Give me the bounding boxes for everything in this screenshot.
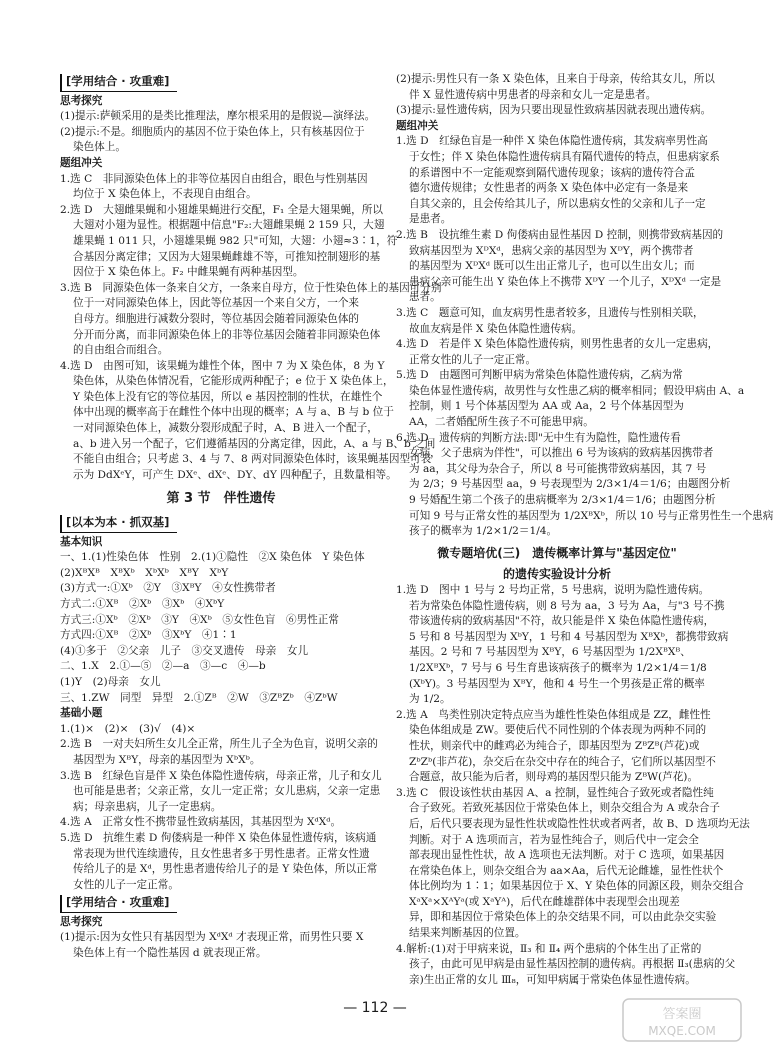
text-line: 4.选 D 若是伴 X 染色体隐性遗传病，则男性患者的女儿一定患病， <box>396 338 719 351</box>
text-line: 女病，父子患病为伴性"，可以推出 6 号为该病的致病基因携带者 <box>409 447 714 460</box>
text-line: 孩子的概率为 1/2×1/2＝1/4。 <box>409 525 558 538</box>
text-line: (3)提示:显性遗传病，因为只要出现显性致病基因就表现出遗传病。 <box>396 104 712 117</box>
text-line: 4.选 D 由图可知，该果蝇为雄性个体，图中 7 为 X 染色体，8 为 Y <box>60 359 385 372</box>
text-line: AA，二者婚配所生孩子不可能患甲病。 <box>409 416 594 429</box>
text-line: 患者。 <box>409 291 441 304</box>
text-line: 常表现为世代连续遗传，且女性患者多于男性患者。正常女性遗 <box>73 847 370 860</box>
text-line: 一对同源染色体上，减数分裂形成配子时，A、B 进入一个配子， <box>73 422 378 435</box>
text-line: 因位于 X 染色体上。F₂ 中雌果蝇有两种基因型。 <box>73 266 304 279</box>
text-line: 2.选 A 鸟类性别决定特点应当为雄性性染色体组成是 ZZ，雌性性 <box>396 708 711 721</box>
text-line: 为 aa，其父母为杂合子，所以 8 号可能携带致病基因，其 7 号 <box>409 462 707 475</box>
section-box-heading: [ 以本为本 · 抓双基 ] <box>60 515 177 533</box>
text-line: 亲)生出正常的女儿 Ⅲ₈，可知甲病属于常染色体显性遗传病。 <box>409 973 696 986</box>
text-line: 4.解析:(1)对于甲病来说，Ⅱ₃ 和 Ⅱ₄ 两个患病的个体生出了正常的 <box>396 942 702 955</box>
text-line: 的自由组合而组合。 <box>73 344 169 357</box>
text-line: (2)提示:男性只有一条 X 染色体，且来自于母亲，传给其女儿，所以 <box>396 73 715 85</box>
text-line: (1)提示:因为女性只有基因型为 XᵈXᵈ 才表现正常，而男性只要 X <box>60 931 364 944</box>
text-line: 二、1.X 2.①—⑤ ②—a ③—c ④—b <box>60 660 266 673</box>
text-line: 示为 DdXᵉY，可产生 DXᵉ、dXᵉ、DY、dY 四种配子，且数量相等。 <box>73 468 397 481</box>
text-line: 染色体显性遗传病，故男性与女性患乙病的概率相同；假设甲病由 A、a <box>409 384 745 397</box>
text-line: ZᵇZᵇ(非芦花)，杂交后在杂交中存在的纯合子，它们所以基因型不 <box>409 755 716 768</box>
text-line: 的系谱图中不一定能观察到隔代遗传现象；该病的遗传符合孟 <box>409 166 696 179</box>
text-line: 正常女性的儿子一定正常。 <box>409 353 537 366</box>
text-line: 方式二:①Xᴮ ②Xᵇ ③Xᵇ ④XᵇY <box>60 598 225 610</box>
text-line: 染色体，从染色体情况看，它能形成两种配子；e 位于 X 染色体上， <box>73 375 394 388</box>
text-line: 后，后代只要表现为显性性状或隐性性状或者两者，故 B、D 选项均无法 <box>409 817 750 830</box>
text-line: 故血友病是伴 X 染色体隐性遗传病。 <box>409 322 583 335</box>
text-line: (4)①多于 ②父亲 儿子 ③交叉遗传 母亲 女儿 <box>60 644 309 657</box>
svg-text:MXQE.COM: MXQE.COM <box>648 1024 716 1038</box>
subheading: 基础小题 <box>60 707 103 720</box>
text-line: 方式四:①Xᴮ ②Xᵇ ③XᵇY ④1∶1 <box>60 629 237 642</box>
text-line: 是患者。 <box>409 213 452 226</box>
text-line: 雄果蝇 1 011 只，小翅雄果蝇 982 只"可知，大翅：小翅≈3∶1，符 <box>73 234 398 247</box>
text-line: 也可能是患者；父亲正常，女儿一定正常；女儿患病，父亲一定患 <box>73 785 381 798</box>
text-line: 为 2/3；9 号基因型 aa，9 号表现型为 2/3×1/4＝1/6；由题图分析 <box>409 478 731 491</box>
text-line: (XᵇY)。3 号基因型为 XᴮY，他和 4 号生一个男孩是正常的概率 <box>409 677 705 690</box>
text-line: 自其父亲的，且会传给其儿子，所以患病女性的父亲和儿子一定 <box>409 197 706 210</box>
text-line: (2)XᴮXᴮ XᴮXᵇ XᵇXᵇ XᴮY XᵇY <box>60 566 229 579</box>
section-box <box>60 893 382 915</box>
text-line: 不能自由组合；只考虑 3、4 与 7、8 两对同源染色体时，该果蝇基因型可表 <box>73 453 432 466</box>
text-line: 自母方。细胞进行减数分裂时，等位基因会随着同源染色体的 <box>73 312 360 325</box>
text-line: 1.选 D 图中 1 号与 2 号均正常，5 号患病，说明为隐性遗传病。 <box>396 584 710 596</box>
text-line: 于女性；伴 X 染色体隐性遗传病具有隔代遗传的特点，但患病家系 <box>409 150 720 163</box>
text-line: 染色体上有一个隐性基因 d 就表现正常。 <box>73 947 267 960</box>
page-number: — 112 — <box>343 1000 407 1016</box>
text-line: 孩子，由此可见甲病是由显性基因控制的遗传病。再根据 Ⅱ₃(患病的父 <box>409 958 736 971</box>
text-line: 患病父亲可能生出 Y 染色体上不携带 XᴰY 一个儿子，XᴰXᵈ 一定是 <box>409 275 722 288</box>
text-line: 三、1.ZW 同型 异型 2.①Zᴮ ②W ③ZᴮZᵇ ④ZᵇW <box>60 691 338 704</box>
text-line: 控制，则 1 号个体基因型为 AA 或 Aa，2 号个体基因型为 <box>409 400 684 413</box>
text-line: 染色体上。 <box>73 141 126 154</box>
text-line: 异，即和基因位于常染色体上的杂交结果不同，可以由此杂交实验 <box>409 911 717 924</box>
section-title: 第 3 节 伴性遗传 <box>166 491 276 507</box>
text-line: 位于一对同源染色体上，因此等位基因一个来自父方，一个来 <box>73 297 360 310</box>
section-box-heading: [ 学用结合 · 攻重难 ] <box>60 74 177 92</box>
text-line: 3.选 C 假设该性状由基因 A、a 控制，显性纯合子致死或者隐性纯 <box>396 786 714 799</box>
text-line: 2.选 D 大翅雌果蝇和小翅雄果蝇进行交配，F₁ 全是大翅果蝇，所以 <box>60 203 383 216</box>
text-line: 6.选 D 遗传病的判断方法:即"无中生有为隐性，隐性遗传看 <box>396 431 681 444</box>
topic-title: 微专题培优(三) 遗传概率计算与"基因定位" <box>437 545 677 560</box>
text-line: 为 1/2。 <box>409 693 451 706</box>
text-line: 在常染色体上，则杂交组合为 aa×Aa，后代无论雌雄，显性性状个 <box>409 864 724 877</box>
text-line: 合基因分离定律；又因为大翅果蝇雌雄不等，可推知控制翅形的基 <box>73 250 381 263</box>
text-line: 4.选 A 正常女性不携带显性致病基因，其基因型为 XᵈXᵈ。 <box>60 816 342 829</box>
text-line: 2.选 B 设抗维生素 D 佝偻病由显性基因 D 控制，则携带致病基因的 <box>396 228 724 241</box>
text-line: 结果来判断基因的位置。 <box>409 927 526 940</box>
text-line: 部表现出显性性状，故 A 选项也无法判断。对于 C 选项，如果基因 <box>409 849 725 862</box>
text-line: 1.(1)× (2)× (3)√ (4)× <box>60 722 196 735</box>
subheading: 思考探究 <box>60 94 103 107</box>
text-line: 德尔遗传规律；女性患者的两条 X 染色体中必定有一条是来 <box>409 182 689 195</box>
right-column <box>396 72 773 988</box>
text-line: 方式三:①Xᵇ ②Xᵇ ③Y ④Xᵇ ⑤女性色盲 ⑥男性正常 <box>60 613 339 626</box>
text-line: 致病基因型为 XᴰXᵈ，患病父亲的基因型为 XᴰY，两个携带者 <box>409 244 694 257</box>
text-line: (1)Y (2)母亲 女儿 <box>60 675 161 688</box>
svg-text:答案圈: 答案圈 <box>662 1007 702 1022</box>
text-line: 带该遗传病的致病基因"不符，故只能是伴 X 染色体隐性遗传病， <box>409 615 715 628</box>
text-line: 5.选 D 抗维生素 D 佝偻病是一种伴 X 染色体显性遗传病，该病通 <box>60 831 377 844</box>
subheading: 题组冲关 <box>60 156 103 169</box>
text-line: 体中出现的概率高于在雌性个体中出现的概率；A 与 a、B 与 b 位于 <box>73 406 394 419</box>
text-line: 3.选 B 红绿色盲是伴 X 染色体隐性遗传病，母亲正常，儿子和女儿 <box>60 769 382 782</box>
text-line: 1.选 D 红绿色盲是一种伴 X 染色体隐性遗传病，其发病率男性高 <box>396 135 708 148</box>
topic-title: 的遗传实验设计分析 <box>502 567 611 582</box>
text-line: a、b 进入另一个配子，它们遵循基因的分离定律，因此，A、a 与 B、b 之间 <box>73 437 436 450</box>
text-line: 5.选 D 由题图可判断甲病为常染色体隐性遗传病，乙病为常 <box>396 369 683 382</box>
text-line: 分开而分离，而非同源染色体上的非等位基因会随着非同源染色体 <box>73 328 381 341</box>
text-line: 基因。2 号和 7 号基因型为 XᴮY，6 号基因型为 1/2XᴮXᴮ、 <box>409 646 691 659</box>
text-line: 可知 9 号与正常女性的基因型为 1/2XᴮXᵇ，所以 10 号与正常男性生一个患病 <box>409 509 773 522</box>
text-line: 9 号婚配生第二个孩子的患病概率为 2/3×1/4＝1/6；由题图分析 <box>409 494 716 507</box>
section-box <box>60 513 382 535</box>
text-line: 合题意，故只能为后者，则母鸡的基因型只能为 ZᴮW(芦花)。 <box>409 771 699 784</box>
subheading: 思考探究 <box>60 915 103 928</box>
section-box <box>60 72 382 94</box>
text-line: 5 号和 8 号基因型为 XᵇY，1 号和 4 号基因型为 XᴮXᵇ，都携带致病 <box>409 630 729 643</box>
text-line: 若为常染色体隐性遗传病，则 8 号为 aa，3 号为 Aa，与"3 号不携 <box>409 599 725 612</box>
text-line: 染色体组成是 ZW。要使后代不同性别的个体表现为两种不同的 <box>409 724 707 737</box>
text-line: 一、1.(1)性染色体 性别 2.(1)①隐性 ②X 染色体 Y 染色体 <box>60 551 365 564</box>
text-line: 体比例均为 1∶1；如果基因位于 X、Y 染色体的同源区段，则杂交组合 <box>409 880 744 893</box>
text-line: 1/2XᴮXᵇ，7 号与 6 号生育患该病孩子的概率为 1/2×1/4＝1/8 <box>409 661 707 674</box>
text-line: 女性的儿子一定正常。 <box>73 878 179 891</box>
text-line: (1)提示:萨顿采用的是类比推理法，摩尔根采用的是假说—演绎法。 <box>60 110 376 123</box>
watermark-logo-icon <box>622 998 742 1042</box>
text-line: (3)方式一:①Xᵇ ②Y ③XᴮY ④女性携带者 <box>60 582 276 595</box>
text-line: 判断。对于 A 选项而言，若为显性纯合子，则后代中一定会全 <box>409 833 699 846</box>
text-line: XᵃXᵃ×XᴬYᵃ(或 XᵃYᴬ)，后代在雌雄群体中表现型会出现差 <box>409 895 680 908</box>
text-line: 1.选 C 非同源染色体上的非等位基因自由组合，眼色与性别基因 <box>60 172 368 185</box>
text-line: 传给儿子的是 Xᵈ，男性患者遗传给儿子的是 Y 染色体，所以正常 <box>73 863 378 876</box>
text-line: 3.选 B 同源染色体一条来自父方，一条来自母方，位于性染色体上的基因可分别 <box>60 281 442 294</box>
text-line: 均位于 X 染色体上，不表现自由组合。 <box>73 188 257 201</box>
text-line: 3.选 C 题意可知，血友病男性患者较多，且遗传与性别相关联， <box>396 306 704 319</box>
text-line: 合子致死。若致死基因位于常染色体上，则杂交组合为 A 或杂合子 <box>409 802 721 815</box>
text-line: 性状，则亲代中的雌鸡必为纯合子，即基因型为 ZᴮZᴮ(芦花)或 <box>409 739 700 752</box>
subheading: 题组冲关 <box>396 119 439 132</box>
text-line: 的基因型为 XᴰXᵈ 既可以生出正常儿子，也可以生出女儿；而 <box>409 260 695 273</box>
text-line: Y 染色体上没有它的等位基因，所以 e 基因控制的性状，在雄性个 <box>73 390 383 403</box>
text-line: 病；母亲患病，儿子一定患病。 <box>73 800 222 813</box>
section-box-heading: [ 学用结合 · 攻重难 ] <box>60 895 177 913</box>
text-line: 2.选 B 一对夫妇所生女儿全正常，所生儿子全为色盲，说明父亲的 <box>60 738 378 751</box>
text-line: 基因型为 XᴮY，母亲的基因型为 XᵇXᵇ。 <box>73 753 261 766</box>
subheading: 基本知识 <box>60 535 103 548</box>
text-line: 大翅对小翅为显性。根据题中信息"F₂:大翅雌果蝇 2 159 只，大翅 <box>73 219 385 232</box>
text-line: (2)提示:不是。细胞质内的基因不位于染色体上，只有核基因位于 <box>60 125 365 138</box>
text-line: 伴 X 显性遗传病中男患者的母亲和女儿一定是患者。 <box>409 88 657 101</box>
